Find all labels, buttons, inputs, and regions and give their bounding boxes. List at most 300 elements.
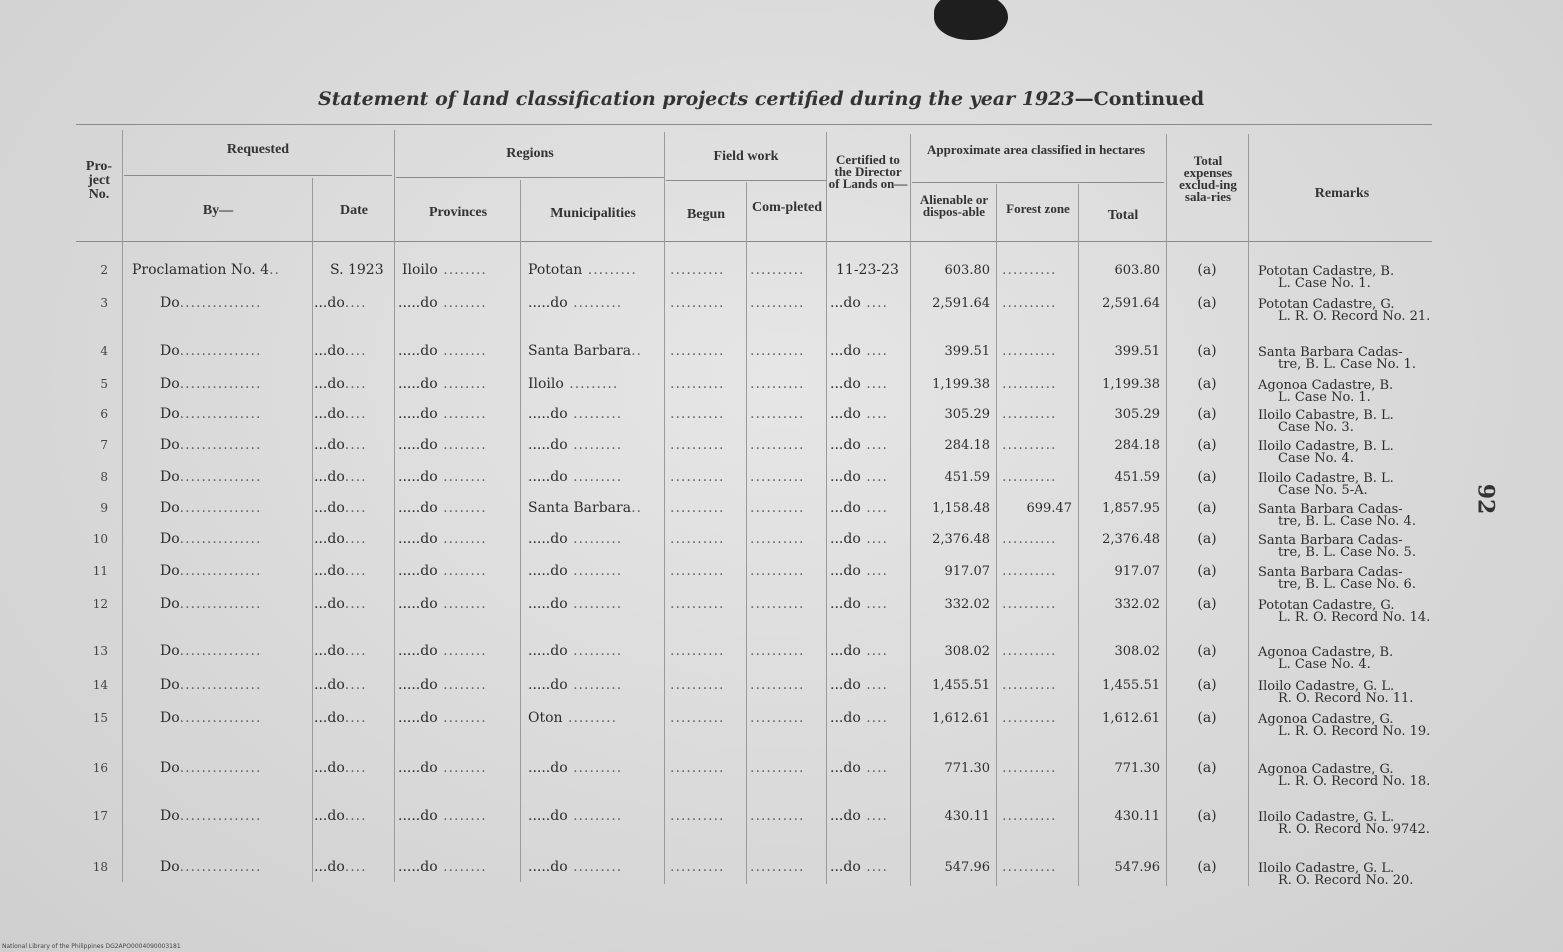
forest-blank: ..........: [1002, 808, 1057, 824]
leader-dots: ...............: [179, 295, 262, 311]
total-area: 917.07: [1114, 564, 1160, 579]
remarks: [1258, 410, 1448, 434]
col-divider: [122, 130, 123, 882]
cell-text: Do: [160, 859, 180, 875]
cell-text: do: [420, 531, 438, 547]
leader-dots: ....: [344, 859, 367, 875]
remarks-line-2: L. Case No. 1.: [1278, 390, 1371, 405]
begun-blank: ..........: [670, 531, 725, 547]
municipality: .....do .........: [528, 295, 623, 311]
remarks-line-1: Pototan Cadastre, G.: [1258, 598, 1395, 613]
completed-blank: ..........: [750, 406, 805, 422]
leader-dots: ...............: [179, 376, 262, 392]
leader-dots: ........: [437, 531, 487, 547]
project-number: 2: [100, 263, 108, 277]
project-number: 8: [100, 470, 108, 484]
requested-by: [160, 295, 261, 311]
requested-by: [160, 710, 261, 726]
cell-text: do: [843, 643, 861, 659]
completed-blank: ..........: [750, 710, 805, 726]
forest-blank: ..........: [1002, 710, 1057, 726]
cell-text: Do: [160, 531, 180, 547]
leader-dots: ..: [269, 262, 280, 278]
requested-by: [160, 760, 261, 776]
total-area: 284.18: [1114, 438, 1160, 453]
begun-blank: ..........: [670, 343, 725, 359]
requested-by: [160, 808, 261, 824]
leader-dots: ....: [344, 596, 367, 612]
remarks: [1258, 266, 1448, 290]
header-begun: Begun: [686, 207, 726, 222]
total-expenses: (a): [1197, 710, 1217, 726]
cell-text: do: [420, 563, 438, 579]
completed-blank: ..........: [750, 500, 805, 516]
requested-date: ...do....: [314, 376, 367, 392]
cell-text: do: [327, 437, 345, 453]
remarks-line-2: R. O. Record No. 9742.: [1278, 822, 1430, 837]
remarks-line-1: Iloilo Cadastre, G. L.: [1258, 810, 1395, 825]
header-municipalities: Municipalities: [550, 206, 636, 221]
cell-text: Do: [160, 760, 180, 776]
cell-text: do: [550, 596, 568, 612]
header-total: Total: [1107, 208, 1139, 223]
cell-text: do: [550, 406, 568, 422]
cell-text: do: [420, 376, 438, 392]
requested-by: [160, 437, 261, 453]
leader-dots: ....: [860, 295, 889, 311]
cell-text: do: [420, 437, 438, 453]
header-approx-area: Approximate area classified in hectares: [926, 142, 1146, 157]
remarks: [1258, 681, 1448, 705]
begun-blank: ..........: [670, 469, 725, 485]
leader-dots: ....: [860, 437, 889, 453]
completed-blank: ..........: [750, 295, 805, 311]
remarks: [1258, 600, 1448, 624]
total-area: 305.29: [1114, 407, 1160, 422]
cell-text: Oton: [528, 710, 563, 726]
cell-text: do: [327, 643, 345, 659]
cell-text: Do: [160, 437, 180, 453]
leader-dots: ....: [344, 469, 367, 485]
ink-blot: [934, 0, 1008, 40]
header-project-no: Pro-ject No.: [85, 159, 113, 202]
remarks-line-2: L. Case No. 4.: [1278, 657, 1371, 672]
requested-date: ...do....: [314, 469, 367, 485]
title-italic: Statement of land classification projects certified during the year 1923: [318, 88, 1075, 110]
cell-text: Iloilo: [528, 376, 564, 392]
completed-blank: ..........: [750, 563, 805, 579]
col-divider: [1166, 134, 1167, 886]
cell-text: do: [550, 469, 568, 485]
total-area: 603.80: [1114, 263, 1160, 278]
requested-date: ...do....: [314, 437, 367, 453]
leader-dots: ........: [437, 406, 487, 422]
remarks: [1258, 299, 1448, 323]
leader-dots: ....: [344, 500, 367, 516]
requested-by: [160, 596, 261, 612]
certified-date: ...do ....: [830, 808, 889, 824]
total-area: 2,376.48: [1102, 532, 1160, 547]
cell-text: do: [420, 406, 438, 422]
leader-dots: .........: [567, 859, 623, 875]
rule-header-bottom: [76, 241, 1432, 242]
begun-blank: ..........: [670, 808, 725, 824]
cell-text: do: [420, 596, 438, 612]
requested-date: ...do....: [314, 406, 367, 422]
cell-text: do: [843, 376, 861, 392]
certified-date: ...do ....: [830, 710, 889, 726]
requested-by: [160, 469, 261, 485]
remarks-line-1: Iloilo Cadastre, B. L.: [1258, 471, 1394, 486]
leader-dots: ....: [344, 295, 367, 311]
cell-text: Do: [160, 677, 180, 693]
remarks-line-1: Agonoa Cadastre, G.: [1258, 762, 1394, 777]
forest-blank: ..........: [1002, 262, 1057, 278]
leader-dots: ........: [437, 437, 487, 453]
municipality: .....do .........: [528, 643, 623, 659]
cell-text: Do: [160, 563, 180, 579]
remarks-line-1: Santa Barbara Cadas-: [1258, 533, 1403, 548]
cell-text: do: [327, 406, 345, 422]
remarks: [1258, 764, 1448, 788]
remarks: [1258, 473, 1448, 497]
forest-blank: ..........: [1002, 859, 1057, 875]
project-number: 9: [100, 501, 108, 515]
leader-dots: ....: [860, 376, 889, 392]
leader-dots: ........: [437, 859, 487, 875]
province: [402, 262, 487, 278]
leader-dots: ...............: [179, 437, 262, 453]
completed-blank: ..........: [750, 596, 805, 612]
cell-text: do: [420, 469, 438, 485]
remarks-line-2: Case No. 3.: [1278, 420, 1354, 435]
total-area: 1,455.51: [1102, 678, 1160, 693]
forest-blank: ..........: [1002, 677, 1057, 693]
certified-date: ...do ....: [830, 677, 889, 693]
cell-text: do: [843, 469, 861, 485]
leader-dots: ....: [860, 343, 889, 359]
begun-blank: ..........: [670, 262, 725, 278]
cell-text: do: [843, 437, 861, 453]
alienable-area: 547.96: [944, 860, 990, 875]
total-expenses: (a): [1197, 643, 1217, 659]
cell-text: do: [843, 710, 861, 726]
cell-text: do: [327, 596, 345, 612]
province: .....do ........: [398, 500, 487, 516]
cell-text: do: [420, 343, 438, 359]
remarks-line-2: Case No. 5-A.: [1278, 483, 1368, 498]
leader-dots: ........: [437, 376, 487, 392]
province: .....do ........: [398, 531, 487, 547]
leader-dots: ...............: [179, 563, 262, 579]
requested-date: ...do....: [314, 760, 367, 776]
header-requested: Requested: [226, 142, 290, 157]
remarks-line-2: L. R. O. Record No. 14.: [1278, 610, 1431, 625]
province: .....do ........: [398, 596, 487, 612]
remarks-line-1: Santa Barbara Cadas-: [1258, 345, 1403, 360]
total-expenses: (a): [1197, 859, 1217, 875]
cell-text: do: [327, 295, 345, 311]
leader-dots: ....: [344, 437, 367, 453]
leader-dots: .........: [567, 563, 623, 579]
remarks-line-1: Santa Barbara Cadas-: [1258, 502, 1403, 517]
begun-blank: ..........: [670, 710, 725, 726]
total-area: 1,199.38: [1102, 377, 1160, 392]
project-number: 18: [92, 860, 108, 874]
leader-dots: .........: [567, 406, 623, 422]
cell-text: Santa Barbara: [528, 343, 632, 359]
rule-regions: [396, 177, 664, 178]
requested-by: [160, 677, 261, 693]
requested-by: [160, 376, 261, 392]
certified-date: ...do ....: [830, 376, 889, 392]
total-expenses: (a): [1197, 437, 1217, 453]
cell-text: do: [843, 343, 861, 359]
forest-blank: ..........: [1002, 376, 1057, 392]
cell-text: Iloilo: [402, 262, 438, 278]
project-number: 17: [92, 809, 108, 823]
total-area: 1,612.61: [1102, 711, 1160, 726]
leader-dots: .........: [562, 710, 618, 726]
municipality: .....do .........: [528, 563, 623, 579]
total-expenses: (a): [1197, 406, 1217, 422]
leader-dots: .........: [567, 643, 623, 659]
cell-text: do: [420, 808, 438, 824]
remarks-line-2: tre, B. L. Case No. 4.: [1278, 514, 1416, 529]
completed-blank: ..........: [750, 437, 805, 453]
leader-dots: ........: [437, 808, 487, 824]
header-forest: Forest zone: [1006, 201, 1070, 216]
forest-blank: ..........: [1002, 643, 1057, 659]
province: .....do ........: [398, 295, 487, 311]
requested-date: S. 1923: [330, 262, 384, 278]
province: .....do ........: [398, 643, 487, 659]
certified-date: ...do ....: [830, 343, 889, 359]
alienable-area: 451.59: [944, 470, 990, 485]
certified-date: ...do ....: [830, 437, 889, 453]
begun-blank: ..........: [670, 677, 725, 693]
total-expenses: (a): [1197, 295, 1217, 311]
cell-text: Do: [160, 808, 180, 824]
leader-dots: ....: [344, 406, 367, 422]
leader-dots: ....: [860, 710, 889, 726]
leader-dots: ....: [860, 808, 889, 824]
header-certified: Certified to the Director of Lands on—: [828, 152, 908, 191]
leader-dots: ....: [344, 808, 367, 824]
certified-date: ...do ....: [830, 500, 889, 516]
header-by: By—: [202, 203, 234, 218]
leader-dots: ........: [437, 343, 487, 359]
header-alienable: Alienable or dispos-able: [919, 192, 989, 219]
header-date: Date: [340, 203, 368, 218]
cell-text: do: [550, 563, 568, 579]
cell-text: do: [327, 760, 345, 776]
province: .....do ........: [398, 563, 487, 579]
requested-date: ...do....: [314, 859, 367, 875]
project-number: 12: [92, 597, 108, 611]
total-area: 430.11: [1114, 809, 1160, 824]
page-number: 92: [1472, 483, 1499, 515]
total-area: 547.96: [1114, 860, 1160, 875]
leader-dots: ....: [860, 406, 889, 422]
leader-dots: ....: [860, 643, 889, 659]
cell-text: do: [843, 596, 861, 612]
forest-blank: ..........: [1002, 295, 1057, 311]
municipality: .....do .........: [528, 437, 623, 453]
project-number: 13: [92, 644, 108, 658]
leader-dots: ....: [860, 469, 889, 485]
remarks-line-1: Iloilo Cadastre, G. L.: [1258, 679, 1395, 694]
col-divider: [664, 132, 665, 884]
leader-dots: .........: [567, 760, 623, 776]
requested-date: ...do....: [314, 531, 367, 547]
leader-dots: ....: [860, 531, 889, 547]
leader-dots: ........: [437, 295, 487, 311]
leader-dots: ...............: [179, 343, 262, 359]
alienable-area: 1,158.48: [932, 501, 990, 516]
col-divider: [746, 182, 747, 884]
cell-text: Do: [160, 406, 180, 422]
begun-blank: ..........: [670, 295, 725, 311]
remarks: [1258, 812, 1448, 836]
leader-dots: .........: [567, 469, 623, 485]
leader-dots: ........: [437, 596, 487, 612]
municipality: [528, 376, 618, 392]
cell-text: do: [327, 469, 345, 485]
leader-dots: ........: [437, 262, 487, 278]
col-divider: [520, 180, 521, 882]
forest-blank: ..........: [1002, 563, 1057, 579]
completed-blank: ..........: [750, 643, 805, 659]
cell-text: Do: [160, 469, 180, 485]
alienable-area: 603.80: [944, 263, 990, 278]
project-number: 14: [92, 678, 108, 692]
completed-blank: ..........: [750, 531, 805, 547]
leader-dots: ....: [860, 596, 889, 612]
leader-dots: ....: [860, 563, 889, 579]
leader-dots: ........: [437, 469, 487, 485]
leader-dots: ........: [437, 643, 487, 659]
cell-text: do: [327, 376, 345, 392]
remarks-line-2: L. R. O. Record No. 21.: [1278, 309, 1431, 324]
certified-date: ...do ....: [830, 469, 889, 485]
begun-blank: ..........: [670, 643, 725, 659]
remarks-line-1: Agonoa Cadastre, B.: [1258, 645, 1394, 660]
cell-text: do: [843, 563, 861, 579]
remarks-line-1: Iloilo Cadastre, B. L.: [1258, 439, 1394, 454]
col-divider: [312, 178, 313, 882]
page-title: [318, 88, 1204, 110]
leader-dots: ....: [860, 760, 889, 776]
project-number: 16: [92, 761, 108, 775]
leader-dots: ....: [860, 500, 889, 516]
leader-dots: .........: [567, 808, 623, 824]
province: .....do ........: [398, 469, 487, 485]
certified-date: ...do ....: [830, 406, 889, 422]
leader-dots: ...............: [179, 677, 262, 693]
col-divider: [394, 130, 395, 882]
leader-dots: ...............: [179, 710, 262, 726]
completed-blank: ..........: [750, 262, 805, 278]
leader-dots: .........: [567, 437, 623, 453]
cell-text: do: [327, 563, 345, 579]
cell-text: do: [843, 677, 861, 693]
title-suffix: —Continued: [1074, 88, 1205, 110]
municipality: .....do .........: [528, 406, 623, 422]
remarks-line-1: Santa Barbara Cadas-: [1258, 565, 1403, 580]
certified-date: ...do ....: [830, 596, 889, 612]
leader-dots: ........: [437, 760, 487, 776]
cell-text: do: [420, 710, 438, 726]
project-number: 11: [92, 564, 108, 578]
leader-dots: ...............: [179, 500, 262, 516]
header-regions: Regions: [506, 146, 554, 161]
begun-blank: ..........: [670, 376, 725, 392]
cell-text: do: [843, 531, 861, 547]
municipality: [528, 262, 637, 278]
certified-date: ...do ....: [830, 531, 889, 547]
requested-by: [160, 531, 261, 547]
requested-date: ...do....: [314, 295, 367, 311]
requested-date: ...do....: [314, 343, 367, 359]
remarks-line-1: Iloilo Cadastre, G. L.: [1258, 861, 1395, 876]
cell-text: do: [843, 406, 861, 422]
project-number: 15: [92, 711, 108, 725]
leader-dots: ........: [437, 710, 487, 726]
alienable-area: 1,199.38: [932, 377, 990, 392]
col-divider: [826, 132, 827, 884]
cell-text: do: [843, 760, 861, 776]
project-number: 5: [100, 377, 108, 391]
total-area: 2,591.64: [1102, 296, 1160, 311]
total-expenses: (a): [1197, 760, 1217, 776]
certified-date: ...do ....: [830, 643, 889, 659]
begun-blank: ..........: [670, 859, 725, 875]
province: .....do ........: [398, 406, 487, 422]
requested-by: [160, 406, 261, 422]
cell-text: Pototan: [528, 262, 583, 278]
province: .....do ........: [398, 710, 487, 726]
cell-text: Do: [160, 643, 180, 659]
cell-text: do: [420, 643, 438, 659]
alienable-area: 1,455.51: [932, 678, 990, 693]
total-area: 1,857.95: [1102, 501, 1160, 516]
leader-dots: .........: [567, 677, 623, 693]
cell-text: Do: [160, 596, 180, 612]
alienable-area: 771.30: [944, 761, 990, 776]
leader-dots: ...............: [179, 596, 262, 612]
province: .....do ........: [398, 343, 487, 359]
leader-dots: ...............: [179, 808, 262, 824]
cell-text: do: [550, 760, 568, 776]
cell-text: do: [550, 859, 568, 875]
leader-dots: ...............: [179, 760, 262, 776]
municipality: .....do .........: [528, 677, 623, 693]
remarks-line-1: Iloilo Cabastre, B. L.: [1258, 408, 1394, 423]
cell-text: do: [420, 760, 438, 776]
cell-text: do: [327, 808, 345, 824]
requested-date: ...do....: [314, 710, 367, 726]
remarks: [1258, 504, 1448, 528]
leader-dots: ....: [344, 376, 367, 392]
leader-dots: .........: [567, 531, 623, 547]
total-expenses: (a): [1197, 262, 1217, 278]
certified-date: ...do ....: [830, 760, 889, 776]
total-expenses: (a): [1197, 469, 1217, 485]
certified-date: ...do ....: [830, 295, 889, 311]
header-remarks: Remarks: [1314, 186, 1370, 201]
begun-blank: ..........: [670, 500, 725, 516]
